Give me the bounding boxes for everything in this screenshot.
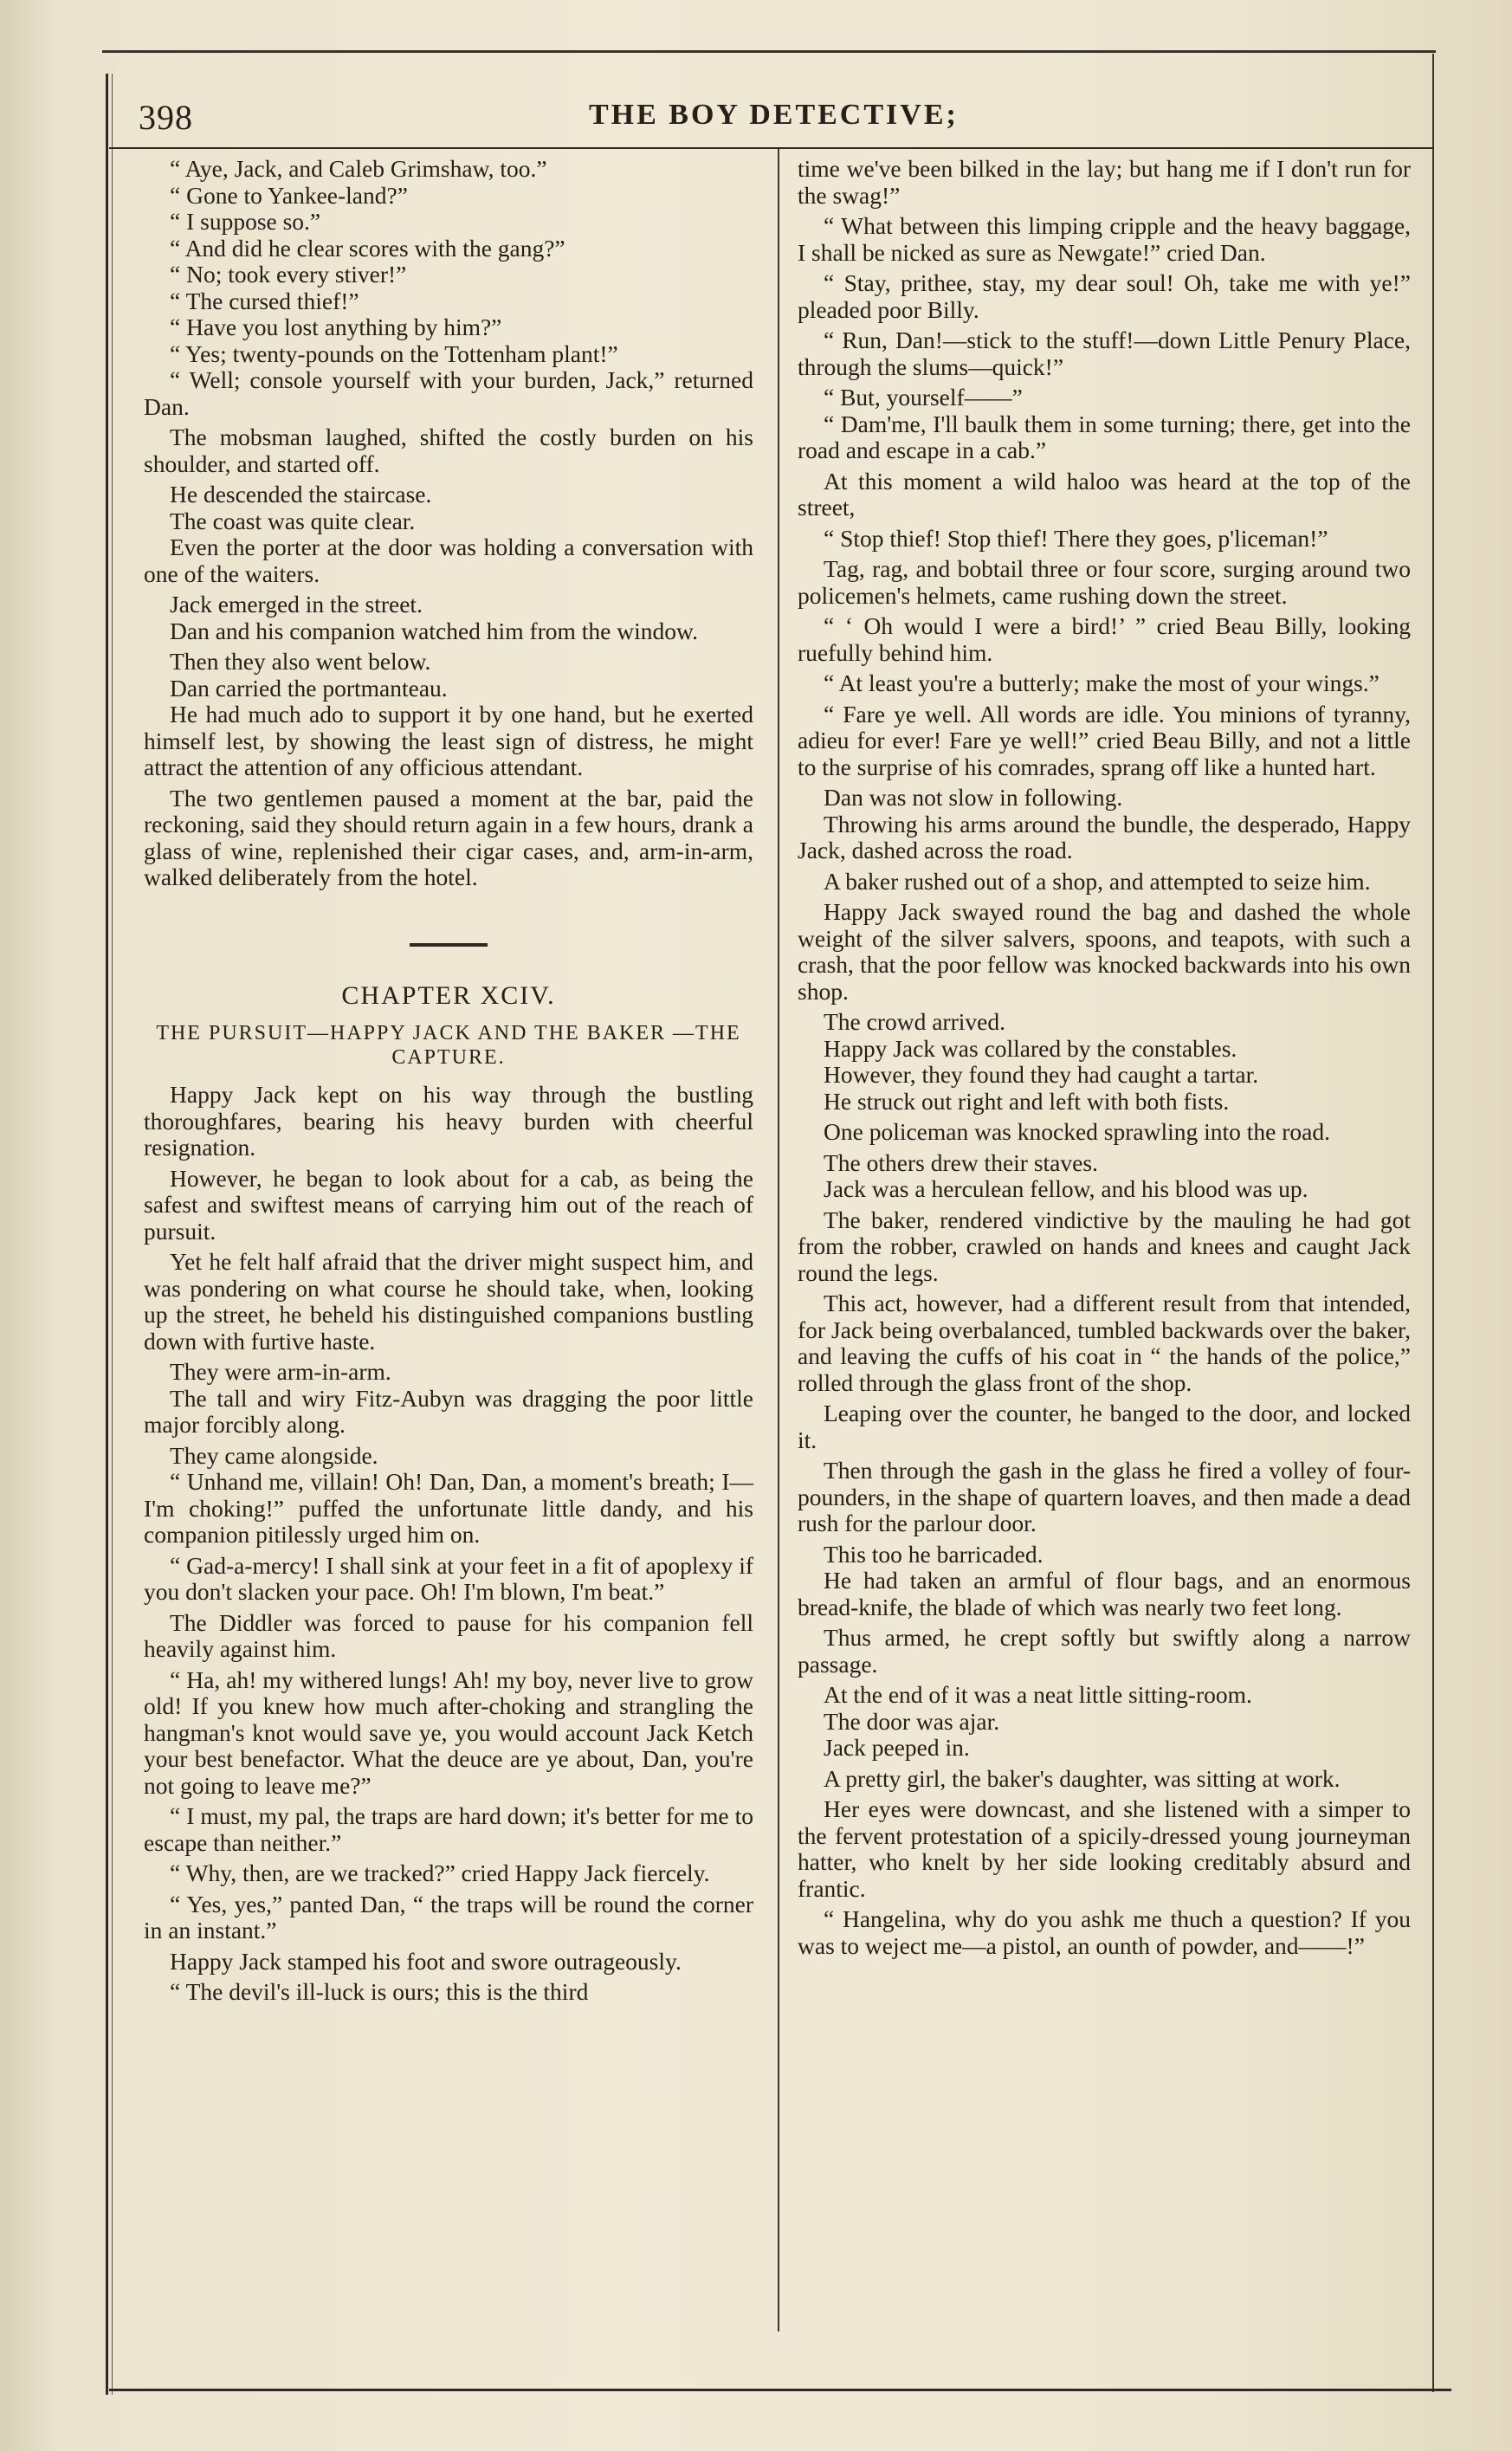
paragraph: “ Ha, ah! my withered lungs! Ah! my boy, never live to grow old! If you knew how much after-choking and strangling the hangman's knot would save ye, you would account Jack Ketch your best benefactor. What the deuce are ye about, Dan, you're not going to leave me?” bbox=[144, 1665, 753, 1799]
chapter-heading: CHAPTER XCIV. bbox=[341, 980, 556, 1010]
paragraph: They came alongside. bbox=[170, 1441, 378, 1469]
paragraph: The mobsman laughed, shifted the costly burden on his shoulder, and started off. bbox=[144, 424, 753, 477]
top-rule bbox=[102, 50, 1436, 53]
header-rule bbox=[109, 147, 1434, 149]
paragraph: He struck out right and left with both fists. bbox=[824, 1087, 1230, 1115]
paragraph: A pretty girl, the baker's daughter, was sitting at work. bbox=[824, 1764, 1341, 1792]
paragraph: Throwing his arms around the bundle, the desperado, Happy Jack, dashed across the road. bbox=[798, 810, 1411, 863]
paragraph: The tall and wiry Fitz-Aubyn was dragging the poor little major forcibly along. bbox=[144, 1384, 753, 1438]
paragraph: The door was ajar. bbox=[824, 1707, 1000, 1735]
paragraph: Even the porter at the door was holding a conversation with one of the waiters. bbox=[144, 534, 753, 587]
paragraph: “ But, yourself——” bbox=[824, 384, 1023, 411]
paragraph: “ Why, then, are we tracked?” cried Happy Jack fiercely. bbox=[170, 1859, 710, 1886]
left-border-inner-rule bbox=[112, 74, 113, 2395]
page-header bbox=[139, 97, 1438, 139]
paragraph: “ At least you're a butterly; make the most of your wings.” bbox=[824, 669, 1380, 696]
paragraph: Jack peeped in. bbox=[824, 1734, 970, 1761]
paragraph: “ Dam'me, I'll baulk them in some turning; there, get into the road and escape in a cab.” bbox=[798, 410, 1411, 463]
paragraph: “ Gad-a-mercy! I shall sink at your feet in a fit of apoplexy if you don't slacken your pace. Oh! I'm blown, I'm beat.” bbox=[144, 1551, 753, 1605]
column-divider bbox=[778, 149, 779, 2331]
paragraph: Jack was a herculean fellow, and his blood was up. bbox=[824, 1175, 1308, 1202]
paragraph: The two gentlemen paused a moment at the bar, paid the reckoning, said they should return again in a few hours, drank a glass of wine, replenished their cigar cases, and, arm-in-arm, walked deliberately from the hotel. bbox=[144, 784, 753, 890]
right-border-rule bbox=[1432, 54, 1434, 2392]
paragraph: “ ‘ Oh would I were a bird!’ ” cried Beau Billy, looking ruefully behind him. bbox=[798, 612, 1411, 666]
paragraph: “ Unhand me, villain! Oh! Dan, Dan, a moment's breath; I—I'm choking!” puffed the unfortunate little dandy, and his companion pitilessly urged him on. bbox=[144, 1468, 753, 1548]
paragraph: He had much ado to support it by one hand, but he exerted himself lest, by showing the least sign of distress, he might attract the attention of any officious attendant. bbox=[144, 701, 753, 780]
paragraph: “ Yes; twenty-pounds on the Tottenham plant!” bbox=[170, 340, 618, 367]
paragraph: Thus armed, he crept softly but swiftly along a narrow passage. bbox=[798, 1624, 1411, 1678]
paragraph: time we've been bilked in the lay; but hang me if I don't run for the swag!” bbox=[798, 155, 1411, 209]
paragraph: The coast was quite clear. bbox=[170, 507, 416, 534]
paragraph: “ Aye, Jack, and Caleb Grimshaw, too.” bbox=[170, 155, 547, 182]
paragraph: “ Hangelina, why do you ashk me thuch a question? If you was to weject me—a pistol, an ounth of powder, and——!” bbox=[798, 1905, 1411, 1959]
bottom-rule bbox=[109, 2389, 1451, 2391]
paragraph: A baker rushed out of a shop, and attempted to seize him. bbox=[824, 867, 1371, 895]
paragraph: He descended the staircase. bbox=[170, 481, 432, 508]
paragraph: Happy Jack kept on his way through the bustling thoroughfares, bearing his heavy burden with cheerful resignation. bbox=[144, 1081, 753, 1161]
paragraph: Yet he felt half afraid that the driver might suspect him, and was pondering on what course he should take, when, looking up the street, he beheld his distinguished companions bustling down with furtive haste. bbox=[144, 1248, 753, 1355]
paragraph: He had taken an armful of flour bags, and an enormous bread-knife, the blade of which was nearly two feet long. bbox=[798, 1567, 1411, 1620]
paragraph: Tag, rag, and bobtail three or four score, surging around two policemen's helmets, came rushing down the street. bbox=[798, 555, 1411, 609]
paragraph: Then they also went below. bbox=[170, 648, 431, 675]
paragraph: “ No; took every stiver!” bbox=[170, 261, 407, 288]
paragraph: “ Have you lost anything by him?” bbox=[170, 314, 502, 340]
paragraph: “ The devil's ill-luck is ours; this is the third bbox=[170, 1978, 589, 2005]
paragraph: Dan was not slow in following. bbox=[824, 784, 1123, 811]
paragraph: “ Fare ye well. All words are idle. You minions of tyranny, adieu for ever! Fare ye well!” cried Beau Billy, and not a little to the surprise of his comrades, sprang off like a hunted hart. bbox=[798, 700, 1411, 780]
left-border-rule bbox=[106, 74, 108, 2395]
paragraph: They were arm-in-arm. bbox=[170, 1358, 391, 1385]
paragraph: At this moment a wild haloo was heard at the top of the street, bbox=[798, 467, 1411, 521]
paragraph: One policeman was knocked sprawling into the road. bbox=[824, 1118, 1330, 1145]
paragraph: “ Run, Dan!—stick to the stuff!—down Little Penury Place, through the slums—quick!” bbox=[798, 327, 1411, 380]
paragraph: Her eyes were downcast, and she listened with a simper to the fervent protestation of a spicily-dressed young journeyman hatter, who knelt by her side looking creditably absurd and frantic. bbox=[798, 1795, 1411, 1902]
paragraph: At the end of it was a neat little sitting-room. bbox=[824, 1681, 1252, 1708]
paragraph: The Diddler was forced to pause for his companion fell heavily against him. bbox=[144, 1608, 753, 1662]
paragraph: However, he began to look about for a cab, as being the safest and swiftest means of carrying him out of the reach of pursuit. bbox=[144, 1164, 753, 1245]
paragraph: Happy Jack stamped his foot and swore outrageously. bbox=[170, 1947, 682, 1975]
paragraph: “ And did he clear scores with the gang?” bbox=[170, 234, 565, 262]
left-column bbox=[144, 156, 753, 2010]
paragraph: However, they found they had caught a tartar. bbox=[824, 1061, 1259, 1088]
paragraph: “ Gone to Yankee-land?” bbox=[170, 181, 408, 209]
paragraph: This too he barricaded. bbox=[824, 1540, 1044, 1568]
paragraph: Happy Jack swayed round the bag and dashed the whole weight of the silver salvers, spoons, and teapots, with such a crash, that the poor fellow was knocked backwards into his own shop. bbox=[798, 898, 1411, 1005]
right-column bbox=[798, 156, 1411, 1963]
paragraph: The crowd arrived. bbox=[824, 1008, 1005, 1035]
paragraph: “ What between this limping cripple and the heavy baggage, I shall be nicked as sure as Newgate!” cried Dan. bbox=[798, 212, 1411, 266]
paragraph: Jack emerged in the street. bbox=[170, 591, 423, 618]
paragraph: “ Well; console yourself with your burden, Jack,” returned Dan. bbox=[144, 366, 753, 420]
paragraph: The baker, rendered vindictive by the mauling he had got from the robber, crawled on hands and knees and caught Jack round the legs. bbox=[798, 1206, 1411, 1286]
paragraph: “ The cursed thief!” bbox=[170, 287, 359, 314]
paragraph: “ I suppose so.” bbox=[170, 208, 321, 235]
running-title: THE BOY DETECTIVE; bbox=[589, 99, 959, 131]
paragraph: Happy Jack was collared by the constables. bbox=[824, 1034, 1237, 1062]
chapter-subtitle: THE PURSUIT—HAPPY JACK AND THE BAKER —THE CAPTURE. bbox=[156, 1022, 741, 1069]
paragraph: “ Yes, yes,” panted Dan, “ the traps will be round the corner in an instant.” bbox=[144, 1890, 753, 1943]
paragraph: Leaping over the counter, he banged to the door, and locked it. bbox=[798, 1400, 1411, 1453]
paragraph: “ Stay, prithee, stay, my dear soul! Oh, take me with ye!” pleaded poor Billy. bbox=[798, 269, 1411, 323]
paragraph: “ Stop thief! Stop thief! There they goes, p'liceman!” bbox=[824, 524, 1328, 552]
paragraph: This act, however, had a different result from that intended, for Jack being overbalanced, tumbled backwards over the baker, and leaving the cuffs of his coat in “ the hands of the police,” rolled through the glass front of the shop. bbox=[798, 1290, 1411, 1396]
paragraph: Dan carried the portmanteau. bbox=[170, 674, 448, 702]
paragraph: “ I must, my pal, the traps are hard down; it's better for me to escape than neither.” bbox=[144, 1802, 753, 1856]
chapter-ornament bbox=[410, 943, 488, 947]
paragraph: The others drew their staves. bbox=[824, 1148, 1098, 1176]
page-number: 398 bbox=[139, 98, 193, 137]
paragraph: Then through the gash in the glass he fired a volley of four-pounders, in the shape of quartern loaves, and then made a dead rush for the parlour door. bbox=[798, 1457, 1411, 1536]
paragraph: Dan and his companion watched him from the window. bbox=[170, 617, 698, 644]
